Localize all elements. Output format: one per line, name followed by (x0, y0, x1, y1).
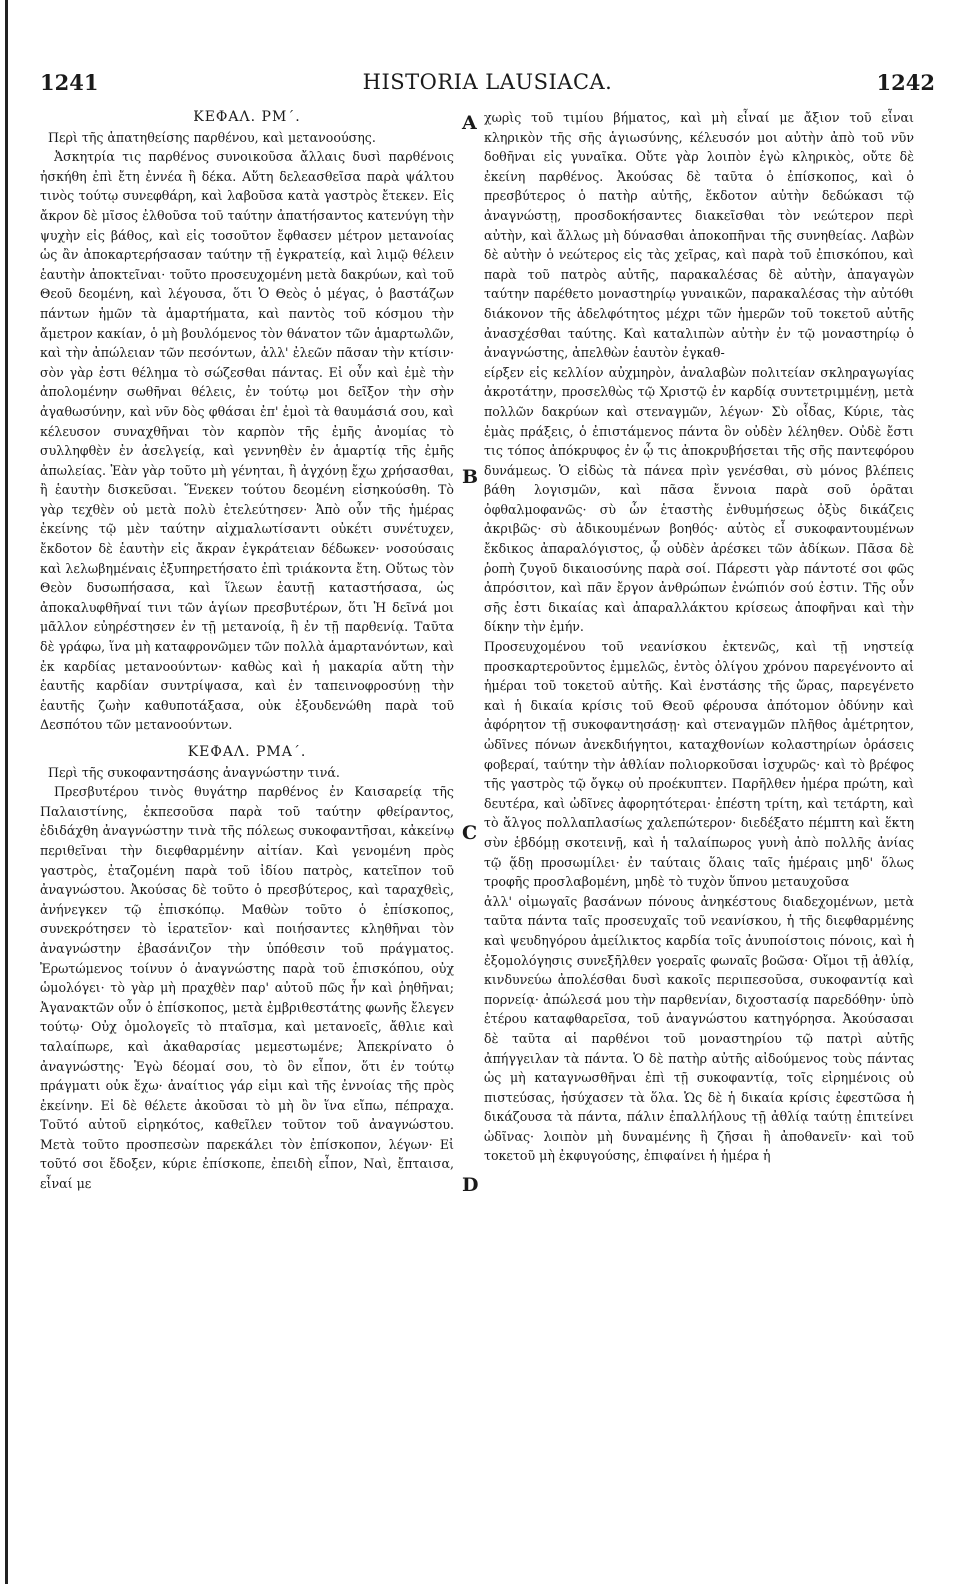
section-marker-c: C (462, 822, 478, 844)
left-column (40, 108, 454, 1194)
binding-edge-rule (5, 0, 8, 1584)
running-title: HISTORIA LAUSIACA. (362, 70, 613, 94)
chapter-title-141: ΚΕΦΑΛ. ΡΜΑ΄. (187, 744, 307, 760)
chapter-subtitle-140: Περὶ τῆς ἀπατηθείσης παρθένου, καὶ μετανοούσης. (48, 129, 376, 145)
page-number-left: 1241 (40, 70, 99, 95)
right-section-d-text: ἀλλ' οἰμωγαῖς βασάνων πόνους ἀνηκέστους διαδεχομένων, μετὰ ταῦτα πάντα ταῖς προσευχαῖς τοῦ νεανίσκου, ἡ τῆς διεφθαρμένης καὶ ψευδηγόρου ἀμείλικτος καρδία τοῖς ἀνυποίστοις πόνοις, καὶ ἡ ἐξομολόγησις συνεξῆλθεν γοεραῖς φωναῖς βοῶσα· Οἴμοι τῇ ἀθλίᾳ, κινδυνεύω ἀπολέσθαι δυσὶ κακοῖς περιπεσοῦσα, συκοφαντίᾳ καὶ πορνείᾳ· ἀπώλεσά μου τὴν παρθενίαν, διχοστασίᾳ παρεδόθην· ὑπὸ ἑτέρου καταφθαρεῖσα, τοῦ ἀναγνώστου κατηγόρησα. Ἀκούσασαι δὲ ταῦτα αἱ παρθένοι τοῦ μοναστηρίου τῷ πατρὶ αὐτῆς ἀπήγγειλαν τὰ πάντα. Ὁ δὲ πατὴρ αὐτῆς αἰδούμενος τοὺς πάντας ὡς μὴ καταγνωσθῆναι ἐπὶ τῇ συκοφαντίᾳ, τοῖς εἰρημένοις οὐ πιστεύσας, ἡσύχασεν τὰ ὅλα. Ὡς δὲ ἡ δικαία κρίσις ἐφεστῶσα ἡ δικάζουσα τὰ πάντα, πάλιν ἐπαλλήλους τῇ ἀθλίᾳ ταύτῃ ἐπιτείνει ὠδῖνας· λοιπὸν μὴ δυναμένης ἢ ζῆσαι ἢ ἀποθανεῖν· καὶ τοῦ τοκετοῦ μὴ ἐκφυγούσης, ἐπιφαίνει ἡ ἡμέρα ἡ (484, 893, 914, 1164)
right-section-a-text: χωρὶς τοῦ τιμίου βήματος, καὶ μὴ εἶναί με ἄξιον τοῦ εἶναι κληρικὸν τῆς σῆς ἁγιωσύνης, κέλευσόν μοι αὐτὴν ἀπὸ τοῦ νῦν δοθῆναι εἰς γυναῖκα. Οὔτε γὰρ λοιπὸν ἐγὼ κληρικὸς, οὔτε δὲ ἐκείνη παρθένος. Ἀκούσας δὲ ταῦτα ὁ ἐπίσκοπος, καὶ ὁ πρεσβύτερος ὁ πατὴρ αὐτῆς, ἔκδοτον αὐτὴν δεδώκασι τῷ ἀναγνώστῃ, προσδοκήσαντες διακεῖσθαι τὸν νεώτερον περὶ αὐτὴν, καὶ ἄλλως μὴ δύνασθαι ἀποκοπῆναι τῆς συνηθείας. Λαβὼν δὲ αὐτὴν ὁ νεώτερος εἰς τὰς χεῖρας, καὶ παρὰ τοῦ ἐπισκόπου, καὶ παρὰ τοῦ πατρὸς αὐτῆς, παρακαλέσας δὲ αὐτὴν, ἀπαγαγὼν ταύτην παρέθετο μοναστηρίῳ γυναικῶν, παρακαλέσας τὴν αὐτόθι διάκονον τῆς ἀδελφότητος μέχρι τῶν ἡμερῶν τοῦ τοκετοῦ αὐτῆς ἀνασχέσθαι ταύτης. Καὶ καταλιπὼν αὐτὴν ἐν τῷ μοναστηρίῳ ὁ ἀναγνώστης, ἀπελθὼν ἑαυτὸν ἐγκαθ- (484, 110, 914, 361)
chapter-subtitle-141: Περὶ τῆς συκοφαντησάσης ἀναγνώστην τινά. (48, 764, 340, 780)
chapter-140-text: Ἀσκητρία τις παρθένος συνοικοῦσα ἄλλαις δυσὶ παρθένοις ἠσκήθη ἐπὶ ἔτη ἐννέα ἢ δέκα. Αὕτη δελεασθεῖσα παρὰ ψάλτου τινὸς τούτῳ συνεφθάρη, καὶ λαβοῦσα κατὰ γαστρὸς ἔτεκεν. Εἰς ἄκρον δὲ μῖσος ἐλθοῦσα τοῦ ταύτην ἀπατήσαντος κατενύγη τὴν ψυχὴν εἰς βάθος, καὶ εἰς τοσοῦτον ἔφθασεν μέτρον μετανοίας ὡς ἂν ἀποκαρτερήσασαν ταύτην τῇ ἐγκρατείᾳ, καὶ λιμῷ θέλειν ἑαυτὴν ἀποκτεῖναι· τοῦτο προσευχομένη μετὰ δακρύων, καὶ τοῦ Θεοῦ δεομένη, καὶ λέγουσα, ὅτι Ὁ Θεὸς ὁ μέγας, ὁ βαστάζων πάντων ἡμῶν τὰ ἁμαρτήματα, καὶ παντὸς τοῦ κόσμου τὴν ἄμετρον κακίαν, ὁ μὴ βουλόμενος τὸν θάνατον τῶν ἁμαρτωλῶν, καὶ τὴν ἀπώλειαν τῶν πεσόντων, ἀλλ' ἐλεῶν πᾶσαν τὴν κτίσιν· σὸν γὰρ ἐστι θέλημα τὸ σώζεσθαι πάντας. Εἰ οὖν καὶ ἐμὲ τὴν ἀπολομένην σωθῆναι θέλεις, ἐν τούτῳ μοι δεῖξον τὴν σὴν ἀγαθωσύνην, καὶ νῦν δὸς φθάσαι ἐπ' ἐμοὶ τὰ θαυμάσιά σου, καὶ κέλευσον συναχθῆναι τὸν καρπὸν τῆς ἐμῆς ἀνομίας τὸ συλληφθὲν ἐν ἀσελγείᾳ, καὶ γεννηθὲν ἐν ἁμαρτίᾳ τῆς ἐμῆς ἀπωλείας. Ἐὰν γὰρ τοῦτο μὴ γένηται, ἢ ἀγχόνῃ ἔχω χρήσασθαι, ἢ ἑαυτὴν δισκεῦσαι. Ἕνεκεν τούτου δεομένη εἰσηκούσθη. Τὸ γὰρ τεχθὲν οὐ μετὰ πολὺ ἐτελεύτησεν· Ἀπὸ οὖν τῆς ἡμέρας ἐκείνης τῷ μὲν ταύτην αἰχμαλωτίσαντι οὐκέτι συνέτυχεν, ἔκδοτον δὲ ἑαυτὴν εἰς ἄκραν ἐγκράτειαν δέδωκεν· νοσούσαις καὶ λελωβημέναις ἐξυπηρετήσατο ἐπὶ τριάκοντα ἔτη. Οὕτως τὸν Θεὸν δυσωπήσασα, καὶ ἵλεων ἑαυτῇ καταστήσασα, ὡς ἀποκαλυφθῆναί τινι τῶν ἁγίων πρεσβυτέρων, ὅτι Ἡ δεῖνά μοι μᾶλλον εὐηρέστησεν ἐν τῇ μετανοίᾳ, ἢ ἐν τῇ παρθενίᾳ. Ταῦτα δὲ γράφω, ἵνα μὴ καταφρονῶμεν τῶν πολλὰ ἁμαρτανόντων, καὶ ἐκ καρδίας μετανοούντων· καθὼς καὶ ἡ μακαρία αὕτη τὴν ἑαυτῆς καρδίαν συντρίψασα, καὶ ἐν ταπεινοφροσύνῃ τὴν ἑαυτῆς ζωὴν καθυποτάξασα, οὐκ ἐξουδενώθη παρὰ τοῦ Δεσπότου τῶν μετανοούντων. (40, 149, 454, 733)
page-number-right: 1242 (876, 70, 935, 95)
chapter-141-text: Πρεσβυτέρου τινὸς θυγάτηρ παρθένος ἐν Καισαρείᾳ τῆς Παλαιστίνης, ἐκπεσοῦσα παρὰ τοῦ ταύτην φθείραντος, ἐδιδάχθη ἀναγνώστην τινὰ τῆς πόλεως συκοφαντῆσαι, κἀκείνῳ περιθεῖναι τὴν διεφθαρμένην αἰτίαν. Καὶ γενομένη πρὸς γαστρὸς, ἐταζομένη παρὰ τοῦ ἰδίου πατρὸς, κατεῖπον τοῦ ἀναγνώστου. Ἀκούσας δὲ τοῦτο ὁ πρεσβύτερος, καὶ ταραχθεὶς, ἀνήνεγκεν τῷ ἐπισκόπῳ. Μαθὼν τοῦτο ὁ ἐπίσκοπος, συνεκρότησεν τὸ ἱερατεῖον· καὶ ποιήσαντες κληθῆναι τὸν ἀναγνώστην ἐβασάνιζον τὴν ὑπόθεσιν τοῦ πράγματος. Ἐρωτώμενος τοίνυν ὁ ἀναγνώστης παρὰ τοῦ ἐπισκόπου, οὐχ ὡμολόγει· τὸ γὰρ μὴ πραχθὲν παρ' αὐτοῦ πῶς ἦν καὶ ῥηθῆναι; Ἀγανακτῶν οὖν ὁ ἐπίσκοπος, μετὰ ἐμβριθεστάτης φωνῆς ἔλεγεν τούτῳ· Οὐχ ὁμολογεῖς τὸ πταῖσμα, καὶ μετανοεῖς, ἄθλιε καὶ ταλαίπωρε, καὶ ἀκαθαρσίας μεμεστωμένε; Ἀπεκρίνατο ὁ ἀναγνώστης· Ἐγὼ δέομαί σου, τὸ ὃν εἶπον, ὅτι ἐν τούτῳ πράγματι οὐκ ἔχω· ἀναίτιος γάρ εἰμι καὶ τῆς ἐννοίας τῆς πρὸς ἐκείνην. Εἰ δὲ θέλετε ἀκοῦσαι τὸ μὴ ὂν ἵνα εἴπω, πέπραχα. Τοῦτό αὐτοῦ εἰρηκότος, καθεῖλεν τοῦτον τοῦ ἀναγνώστου. Μετὰ τοῦτο προσπεσὼν παρεκάλει τὸν ἐπίσκοπον, λέγων· Εἰ τοῦτό σοι ἔδοξεν, κύριε ἐπίσκοπε, ἐπειδὴ εἶπον, Ναὶ, ἔπταισα, εἶναί με (40, 784, 454, 1192)
section-marker-d: D (462, 1174, 479, 1196)
right-column (484, 108, 914, 1166)
right-section-c-text: Προσευχομένου τοῦ νεανίσκου ἐκτενῶς, καὶ τῇ νηστείᾳ προσκαρτεροῦντος ἐμμελῶς, ἐντὸς ὀλίγου χρόνου παρεγένοντο αἱ ἡμέραι τοῦ τοκετοῦ αὐτῆς. Καὶ ἐνστάσης τῆς ὥρας, παρεγένετο καὶ ἡ δικαία κρίσις τοῦ Θεοῦ φέρουσα ἀπότομον ὀδύνην καὶ ἀφόρητον τῇ συκοφαντησάσῃ· καὶ στεναγμῶν πλῆθος ἀμέτρητον, ὠδῖνες πόνων ἀνεκδιήγητοι, καταχθονίων κολαστηρίων ὁράσεις φοβεραί, ταύτην τὴν ἀθλίαν πολιορκοῦσαι ἰσχυρῶς· καὶ τὸ βρέφος τῆς γαστρὸς τῷ ὄγκῳ οὐ προέκυπτεν. Παρῆλθεν ἡμέρα πρώτη, καὶ δευτέρα, καὶ ὠδῖνες ἀφορητότεραι· ἐπέστη τρίτη, καὶ τετάρτη, καὶ τὸ ἄλγος πολλαπλασίως χαλεπώτερον· διεδέξατο πέμπτη καὶ ἕκτη σὺν ἑβδόμῃ σκοτεινῇ, καὶ ἡ ταλαίπωρος γυνὴ ἀπὸ πολλῆς ἀνίας τῷ ᾅδῃ προσωμίλει· ἐν ταύταις ὅλαις ταῖς ἡμέραις μηδ' ὅλως τροφῆς προσλαβομένη, μηδὲ τὸ τυχὸν ὕπνου μεταυχοῦσα (484, 639, 914, 890)
running-header (40, 70, 935, 100)
chapter-title-140: ΚΕΦΑΛ. ΡΜ΄. (193, 109, 301, 125)
section-marker-a: A (462, 112, 477, 134)
section-marker-b: B (462, 466, 479, 488)
right-section-b-text: είρξεν εἰς κελλίον αὐχμηρὸν, ἀναλαβὼν πολιτείαν σκληραγωγίας ἀκροτάτην, προσελθὼς τῷ Χριστῷ ἐν καρδίᾳ συντετριμμένῃ, μετὰ πολλῶν δακρύων καὶ στεναγμῶν, λέγων· Σὺ οἶδας, Κύριε, τὰς ἐμὰς πράξεις, ὁ ἐπιστάμενος πάντα ὃν οὐδὲν λέληθεν. Οὐδὲ ἔστι τις τόπος ἀπόκρυφος ἐν ᾧ τις ἀποκρυβήσεται τῆς σῆς παντεφόρου δυνάμεως. Ὁ εἰδὼς τὰ πάνεα πρὶν γενέσθαι, σὺ μόνος βλέπεις βάθη λογισμῶν, καὶ πᾶσα ἔννοια παρὰ σοῦ ὁρᾶται ὀφθαλμοφανῶς· σὺ ὧν ἑταστὴς ἐνθυμήσεως ὀξὺς δικάζεις ἀκριβῶς· σὺ ἀδικουμένων βοηθός· αὐτὸς εἶ συκοφαντουμένων ἔκδικος ἀπαραλόγιστος, ᾧ οὐδὲν ἀρέσκει τῶν ἀδίκων. Πᾶσα δὲ ῥοπὴ ζυγοῦ δικαιοσύνης παρὰ σοί. Πάρεστι γὰρ πάντοτέ σοι φῶς ἀπρόσιτον, καὶ πᾶν ἔργον ἀνθρώπων ἐνώπιόν σού ἐστιν. Τῆς οὖν σῆς ἐστι δικαίας καὶ ἀπαραλλάκτου κρίσεως ἀποφῆναι καὶ τὴν δίκην τὴν ἐμήν. (484, 364, 914, 635)
